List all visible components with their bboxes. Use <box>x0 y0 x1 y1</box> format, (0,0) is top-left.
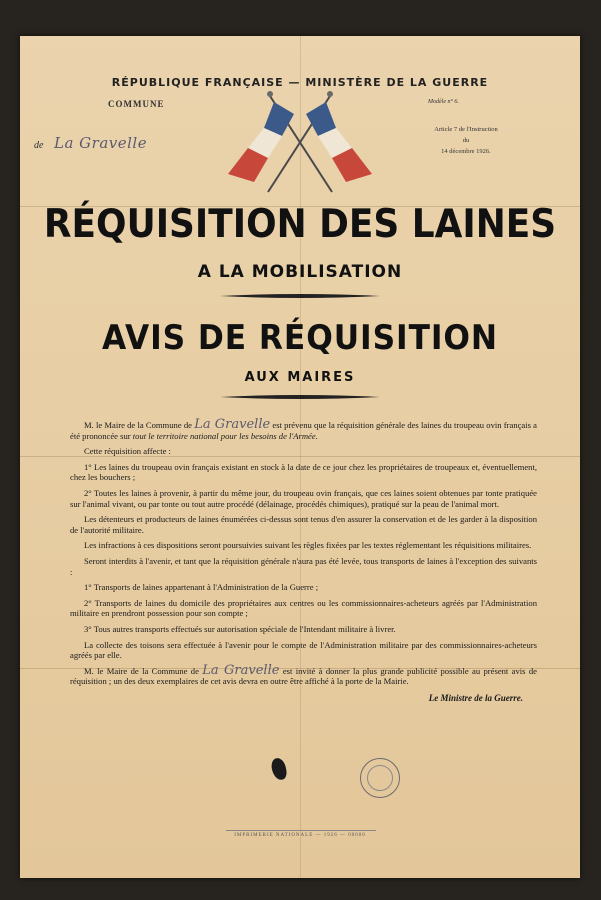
crossed-flags-emblem <box>220 88 380 208</box>
de-label: de <box>34 140 44 151</box>
paragraph: 3° Tous autres transports effectués sur autorisation spéciale de l'Intendant militaire à livrer. <box>84 623 396 634</box>
seal-inner-ring <box>367 765 393 791</box>
paragraph-text: M. le Maire de la Commune de <box>84 420 192 430</box>
header-republic: RÉPUBLIQUE FRANÇAISE — MINISTÈRE DE LA GUERRE <box>111 76 489 89</box>
paragraph-text: est invité à donner la plus grande publicité possible au présent avis de réquisition ; un des deux exemplaires de cet avis devra en outre être affiché à la porte de la Mairie. <box>70 665 537 687</box>
article-line: 14 décembre 1926. <box>441 148 491 155</box>
paragraph-text: tout le territoire national pour les besoins de l'Armée. <box>132 430 318 441</box>
paragraph: Les infractions à ces dispositions seront poursuivies suivant les règles fixées par les textes réglementant les réquisitions militaires. <box>84 540 532 551</box>
subtitle: A LA MOBILISATION <box>197 262 403 282</box>
paragraph: Cette réquisition affecte : <box>84 446 171 457</box>
printer-imprint: IMPRIMERIE NATIONALE — 1926 — 00000 <box>234 833 366 838</box>
paragraph: 1° Transports de laines appartenant à l'Administration de la Guerre ; <box>84 582 319 593</box>
commune-label: COMMUNE <box>108 99 165 109</box>
handwritten-commune-name: La Gravelle <box>54 134 148 152</box>
handwritten-commune-name: La Gravelle <box>194 417 271 432</box>
paragraph: 1° Les laines du troupeau ovin français existant en stock à la date de ce jour chez les propriétaires de troupeaux et, éventuellement, chez les bouchers ; <box>70 461 537 483</box>
signature: Le Ministre de la Guerre. <box>428 692 523 703</box>
notice-title: AVIS DE RÉQUISITION <box>101 318 499 358</box>
handwritten-commune-name: La Gravelle <box>202 662 280 678</box>
paragraph-text: est prévenu que la réquisition générale des laines du troupeau ovin français a été prononcée sur <box>70 420 537 441</box>
article-line: Article 7 de l'Instruction <box>434 126 498 133</box>
paragraph: Seront interdits à l'avenir, et tant que la réquisition générale n'aura pas été levée, tous transports de laines à l'exception des suivants : <box>70 555 537 577</box>
main-title: RÉQUISITION DES LAINES <box>43 202 557 247</box>
notice-body <box>70 417 537 703</box>
paragraph: Les détenteurs et producteurs de laines énumérées ci-dessus sont tenus d'en assurer la conservation et de les garder à la disposition de l'autorité militaire. <box>70 514 537 535</box>
paragraph: 2° Toutes les laines à provenir, à partir du même jour, du troupeau ovin français, que ces laines soient obtenues par tonte pratiquée sur l'animal vivant, ou par tonte ou tout autre procédé (délainage, procédés chimiques), pratiqué sur la peau de l'animal mort. <box>70 487 537 509</box>
paragraph: 2° Transports de laines du domicile des propriétaires aux centres ou les commissionnaires-acheteurs agréés par l'Administration militaire en prendront possession pour son compte ; <box>70 597 537 619</box>
requisition-poster <box>20 36 580 878</box>
printer-rule <box>226 830 376 831</box>
paragraph-text: M. le Maire de la Commune de <box>84 665 199 676</box>
paragraph <box>70 662 537 687</box>
divider-ornament <box>220 292 380 300</box>
article-line: du <box>462 137 470 144</box>
paragraph: La collecte des toisons sera effectuée à l'avenir pour le compte de l'Administration militaire par des commissionnaires-acheteurs agréés par elle. <box>70 639 537 661</box>
model-number: Modèle n° 6. <box>428 99 459 105</box>
divider-ornament <box>220 393 380 401</box>
ink-blot <box>270 757 288 781</box>
paragraph <box>70 417 537 441</box>
official-seal-stamp <box>360 758 400 798</box>
notice-recipients: AUX MAIRES <box>244 370 356 385</box>
article-reference <box>418 124 514 157</box>
